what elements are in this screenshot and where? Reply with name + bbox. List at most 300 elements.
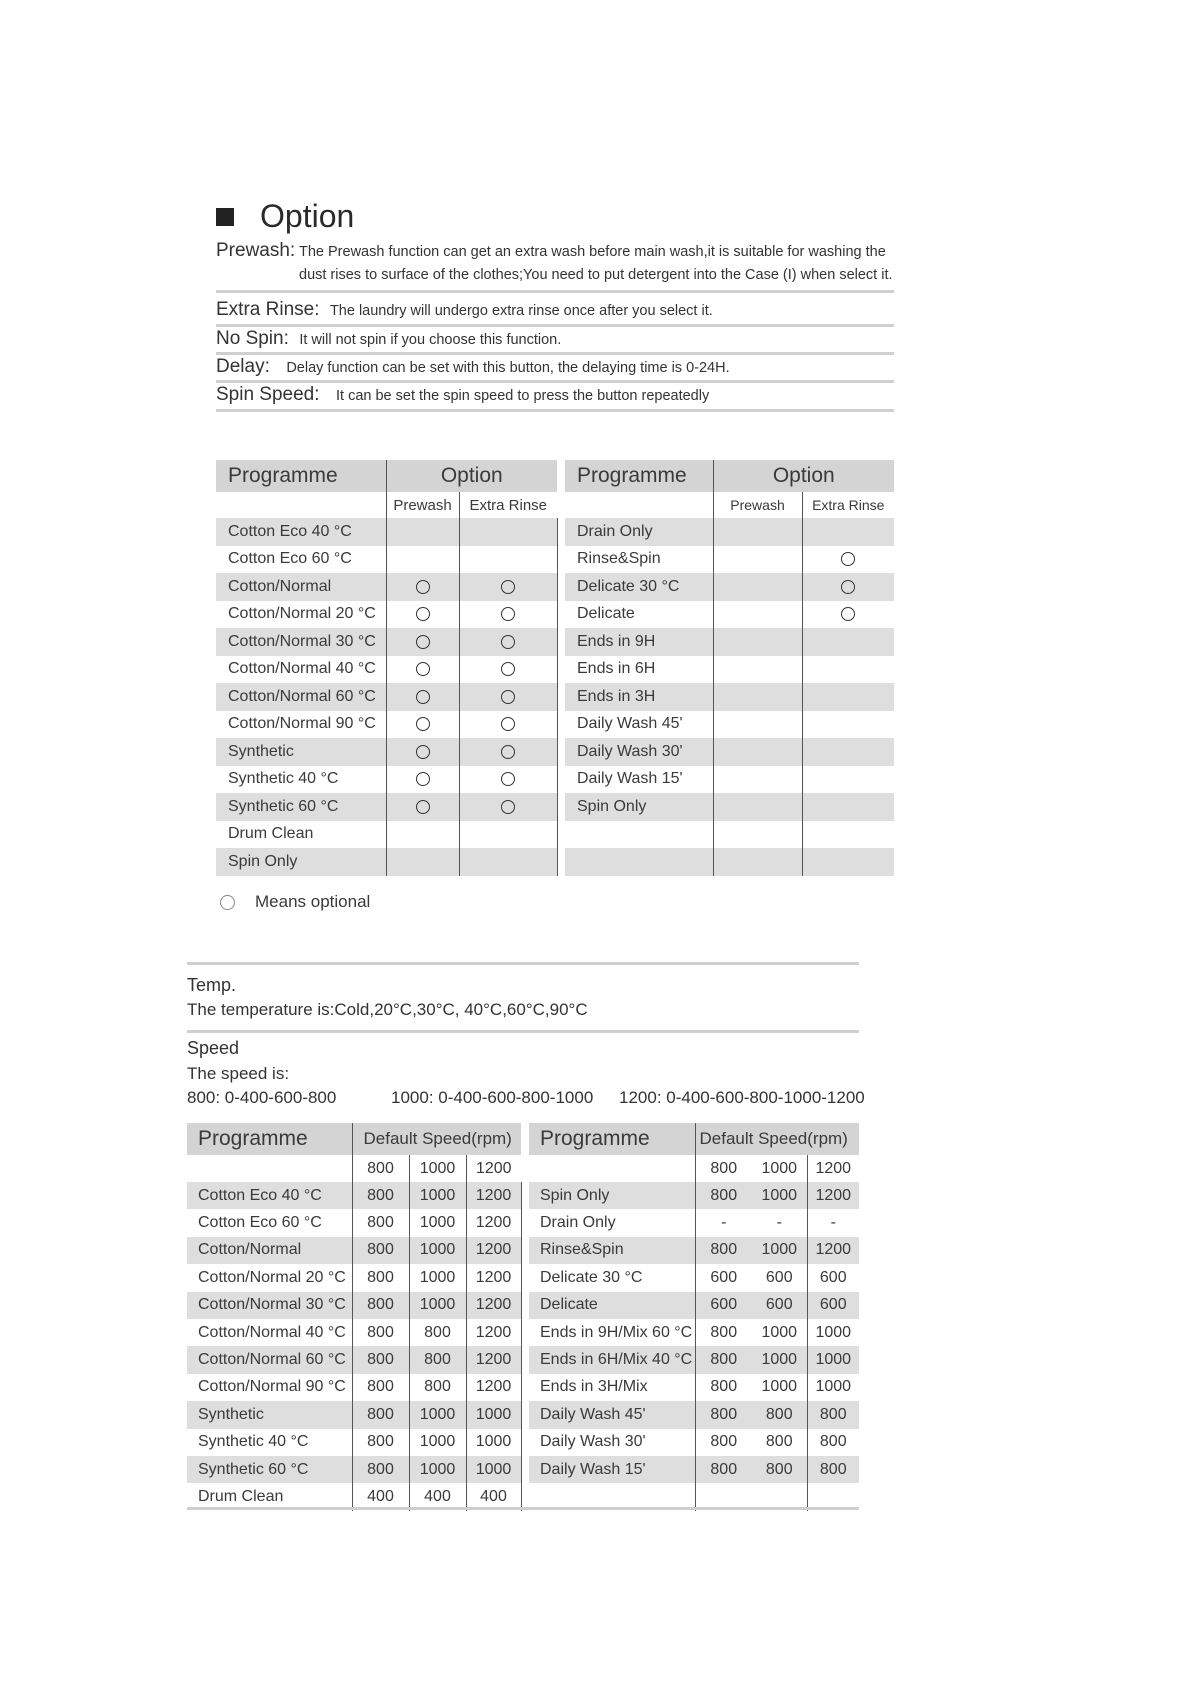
option-term: Prewash: (216, 240, 296, 261)
table-gap (521, 1456, 529, 1483)
speed-table-header (187, 1123, 859, 1155)
speed-value: 800 (352, 1429, 409, 1456)
table-gap (521, 1155, 529, 1182)
extra-rinse-cell (802, 573, 894, 601)
prewash-cell (386, 656, 459, 684)
programme-name: Cotton Eco 40 °C (187, 1182, 352, 1209)
prewash-cell (713, 711, 802, 739)
table-gap (557, 601, 565, 629)
option-term: Delay: (216, 356, 270, 377)
option-spin-speed (216, 384, 894, 412)
option-delay (216, 356, 894, 383)
extra-rinse-cell (802, 711, 894, 739)
extra-rinse-cell (802, 821, 894, 849)
programme-name: Synthetic 60 °C (216, 793, 386, 821)
speed-value: 600 (695, 1264, 752, 1291)
extra-rinse-cell (802, 656, 894, 684)
table-gap (521, 1264, 529, 1291)
speed-value: 1200 (466, 1319, 521, 1346)
prewash-cell (386, 793, 459, 821)
speed-value: 1200 (807, 1237, 859, 1264)
extra-rinse-cell (802, 518, 894, 546)
speed-value: 800 (352, 1374, 409, 1401)
speed-table-subheader (187, 1155, 859, 1182)
speed-value: 800 (352, 1237, 409, 1264)
col-1200: 1200 (807, 1155, 859, 1182)
speed-value: 1000 (409, 1429, 466, 1456)
programme-name: Ends in 3H/Mix (540, 1378, 648, 1396)
speed-value: 1000 (409, 1264, 466, 1291)
programme-name: Daily Wash 30' (540, 1433, 646, 1451)
speed-800: 800: 0-400-600-800 (187, 1088, 337, 1107)
extra-rinse-cell (802, 628, 894, 656)
table-row (187, 1456, 859, 1483)
extra-rinse-cell (802, 683, 894, 711)
programme-name: Cotton/Normal 90 °C (228, 715, 376, 733)
programme-name: Rinse&Spin (529, 1237, 695, 1264)
table-row (187, 1182, 859, 1209)
optional-circle-icon (501, 745, 515, 759)
programme-name: Drain Only (540, 1214, 616, 1232)
programme-name: Synthetic 60 °C (187, 1456, 352, 1483)
speed-value: - (776, 1214, 782, 1232)
speed-value: 800 (409, 1319, 466, 1346)
option-desc-2: dust rises to surface of the clothes;You need to put detergent into the Case (I) when select it. (299, 267, 893, 283)
divider (187, 1507, 859, 1510)
table-row (216, 683, 894, 711)
option-header: Option (713, 460, 894, 492)
extra-rinse-cell (802, 601, 894, 629)
speed-value: 800 (352, 1319, 409, 1346)
speed-value: 1000 (752, 1182, 807, 1209)
speed-value: 1200 (466, 1346, 521, 1373)
programme-name: Drain Only (565, 518, 713, 546)
speed-value: 1000 (409, 1209, 466, 1236)
prewash-cell (713, 738, 802, 766)
option-desc: It will not spin if you choose this function. (299, 332, 562, 348)
table-row (187, 1374, 859, 1401)
prewash-cell (386, 601, 459, 629)
table-gap (521, 1123, 529, 1155)
prewash-cell (386, 738, 459, 766)
option-extra-rinse (216, 299, 894, 327)
prewash-cell (386, 573, 459, 601)
extra-rinse-cell (459, 573, 557, 601)
extra-rinse-cell (459, 711, 557, 739)
speed-value: 800 (695, 1346, 752, 1373)
col-800: 800 (695, 1155, 752, 1182)
speed-value: 800 (352, 1401, 409, 1428)
extra-rinse-cell (459, 848, 557, 876)
programme-name (565, 848, 713, 876)
speed-value: 1000 (466, 1456, 521, 1483)
speed-value: 1200 (466, 1182, 521, 1209)
programme-header: Programme (565, 460, 713, 492)
speed-value: - (807, 1209, 859, 1236)
table-row (216, 738, 894, 766)
speed-value: 800 (352, 1209, 409, 1236)
optional-circle-icon (501, 717, 515, 731)
bullet-square-icon (216, 208, 234, 226)
speed-value: 1000 (752, 1237, 807, 1264)
extra-rinse-cell (802, 546, 894, 574)
speed-title: Speed (187, 1038, 240, 1058)
optional-circle-icon (501, 800, 515, 814)
speed-value: 600 (807, 1264, 859, 1291)
prewash-cell (713, 766, 802, 794)
speed-value: 600 (765, 1268, 793, 1286)
programme-name: Cotton/Normal 30 °C (216, 628, 386, 656)
col-1000: 1000 (409, 1155, 466, 1182)
option-desc: The laundry will undergo extra rinse once after you select it. (329, 303, 713, 319)
table-gap (521, 1237, 529, 1264)
empty-cell (187, 1155, 352, 1182)
prewash-cell (386, 821, 459, 849)
empty-cell (565, 492, 713, 518)
speed-value: 800 (752, 1401, 807, 1428)
temp-text: The temperature is:Cold,20°C,30°C, 40°C,60°C,90°C (187, 1000, 588, 1019)
speed-value: 800 (765, 1433, 793, 1451)
speed-value: 800 (695, 1319, 752, 1346)
speed-value: 1200 (466, 1374, 521, 1401)
section-title (216, 198, 354, 235)
programme-name: Spin Only (216, 848, 386, 876)
speed-value: 1000 (409, 1237, 466, 1264)
speed-value: 400 (466, 1483, 521, 1510)
prewash-cell (713, 683, 802, 711)
table-gap (557, 546, 565, 574)
prewash-cell (713, 573, 802, 601)
programme-name: Rinse&Spin (577, 550, 661, 568)
table-gap (557, 848, 565, 876)
default-speed-header: Default Speed(rpm) (352, 1123, 521, 1155)
option-header: Option (386, 460, 557, 492)
programme-name: Spin Only (565, 793, 713, 821)
speed-value: 400 (352, 1483, 409, 1510)
table-gap (521, 1429, 529, 1456)
table-gap (557, 738, 565, 766)
table-gap (521, 1401, 529, 1428)
programme-name: Cotton/Normal 20 °C (228, 605, 376, 623)
optional-circle-icon (501, 580, 515, 594)
speed-value: 1200 (466, 1264, 521, 1291)
table-row (216, 656, 894, 684)
option-table-subheader (216, 492, 894, 518)
optional-circle-icon (841, 552, 855, 566)
table-gap (521, 1374, 529, 1401)
table-row (187, 1264, 859, 1291)
prewash-cell (386, 766, 459, 794)
prewash-cell (386, 628, 459, 656)
speed-value: 800 (352, 1264, 409, 1291)
programme-name: Synthetic 40 °C (198, 1433, 309, 1451)
speed-value: 600 (695, 1292, 752, 1319)
speed-value: 800 (695, 1456, 752, 1483)
prewash-cell (386, 683, 459, 711)
table-gap (521, 1319, 529, 1346)
optional-circle-icon (501, 607, 515, 621)
option-desc: The Prewash function can get an extra wash before main wash,it is suitable for washing the (299, 244, 886, 260)
speed-value: 1200 (807, 1182, 859, 1209)
speed-value: 800 (807, 1401, 859, 1428)
speed-value: 800 (352, 1182, 409, 1209)
programme-name: Cotton/Normal 30 °C (187, 1292, 352, 1319)
table-gap (521, 1209, 529, 1236)
table-row (187, 1319, 859, 1346)
speed-value: 800 (752, 1456, 807, 1483)
optional-circle-icon (841, 580, 855, 594)
optional-circle-icon (416, 800, 430, 814)
programme-name: Cotton Eco 40 °C (216, 518, 386, 546)
speed-value: 1000 (409, 1182, 466, 1209)
prewash-cell (713, 821, 802, 849)
optional-circle-icon (501, 690, 515, 704)
table-row (216, 628, 894, 656)
programme-name: Cotton/Normal 60 °C (187, 1346, 352, 1373)
speed-value: 800 (807, 1429, 859, 1456)
speed-1000: 1000: 0-400-600-800-1000 (391, 1088, 594, 1107)
section-title-text: Option (260, 198, 355, 234)
table-row (216, 848, 894, 876)
speed-value: 1000 (409, 1292, 466, 1319)
optional-circle-icon (416, 662, 430, 676)
extra-rinse-cell (802, 848, 894, 876)
programme-name: Cotton/Normal 40 °C (198, 1323, 346, 1341)
programme-name: Cotton/Normal 20 °C (198, 1268, 346, 1286)
optional-circle-icon (220, 895, 235, 910)
speed-table (187, 1123, 859, 1511)
programme-name: Cotton/Normal (187, 1237, 352, 1264)
programme-name (565, 821, 713, 849)
programme-name: Daily Wash 45' (577, 715, 683, 733)
speed-value: 800 (695, 1429, 752, 1456)
optional-circle-icon (416, 690, 430, 704)
speed-value: 800 (352, 1456, 409, 1483)
prewash-cell (713, 848, 802, 876)
speed-value: 800 (409, 1374, 466, 1401)
optional-circle-icon (416, 635, 430, 649)
table-gap (521, 1346, 529, 1373)
programme-header: Programme (187, 1123, 352, 1155)
speed-value: 1000 (466, 1429, 521, 1456)
extra-rinse-cell (802, 766, 894, 794)
programme-name: Cotton Eco 60 °C (228, 550, 352, 568)
temp-title: Temp. (187, 975, 237, 995)
speed-value: 1200 (466, 1237, 521, 1264)
legend-text: Means optional (255, 892, 371, 911)
programme-name: Cotton/Normal 90 °C (198, 1378, 346, 1396)
extra-rinse-cell (459, 793, 557, 821)
table-row (216, 766, 894, 794)
extra-rinse-cell (459, 821, 557, 849)
programme-name: Delicate 30 °C (565, 573, 713, 601)
optional-circle-icon (416, 745, 430, 759)
option-term: Extra Rinse: (216, 299, 320, 320)
programme-name: Synthetic (216, 738, 386, 766)
legend (220, 892, 370, 912)
extra-rinse-cell (459, 656, 557, 684)
programme-name: Daily Wash 45' (529, 1401, 695, 1428)
empty-cell (216, 492, 386, 518)
speed-value: 1000 (761, 1378, 798, 1396)
col-1200: 1200 (466, 1155, 521, 1182)
table-row (216, 518, 894, 546)
table-row (187, 1292, 859, 1319)
speed-value: 800 (695, 1237, 752, 1264)
speed-intro: The speed is: (187, 1064, 290, 1083)
option-term: No Spin: (216, 328, 289, 349)
prewash-cell (713, 628, 802, 656)
table-row (216, 601, 894, 629)
optional-circle-icon (501, 635, 515, 649)
programme-name: Ends in 9H (565, 628, 713, 656)
programme-name: Cotton/Normal 40 °C (228, 660, 376, 678)
programme-name: Drum Clean (198, 1487, 284, 1505)
table-row (187, 1237, 859, 1264)
optional-circle-icon (416, 772, 430, 786)
table-gap (557, 821, 565, 849)
col-prewash: Prewash (386, 492, 459, 518)
programme-name: Ends in 6H (577, 660, 656, 678)
prewash-cell (713, 518, 802, 546)
prewash-cell (386, 848, 459, 876)
programme-name: Ends in 9H/Mix 60 °C (540, 1323, 693, 1341)
programme-name: Daily Wash 15' (577, 770, 683, 788)
table-row (187, 1401, 859, 1428)
default-speed-header: Default Speed(rpm) (695, 1123, 859, 1155)
table-gap (521, 1182, 529, 1209)
empty-cell (529, 1155, 695, 1182)
programme-name: Cotton Eco 60 °C (198, 1214, 322, 1232)
table-row (216, 821, 894, 849)
option-term: Spin Speed: (216, 384, 320, 405)
speed-value: 1000 (807, 1346, 859, 1373)
optional-circle-icon (501, 662, 515, 676)
programme-name: Cotton/Normal (216, 573, 386, 601)
table-row (216, 573, 894, 601)
programme-name: Ends in 3H (565, 683, 713, 711)
optional-circle-icon (841, 607, 855, 621)
speed-value: 400 (409, 1483, 466, 1510)
option-table (216, 460, 894, 876)
option-desc: It can be set the spin speed to press the button repeatedly (335, 388, 710, 404)
prewash-cell (713, 601, 802, 629)
programme-name: Ends in 6H/Mix 40 °C (529, 1346, 695, 1373)
speed-value: 600 (752, 1292, 807, 1319)
table-gap (557, 683, 565, 711)
extra-rinse-cell (459, 683, 557, 711)
table-row (216, 793, 894, 821)
table-gap (557, 518, 565, 546)
speed-value: 1200 (466, 1292, 521, 1319)
table-gap (557, 656, 565, 684)
table-gap (557, 460, 565, 492)
table-gap (521, 1292, 529, 1319)
table-gap (557, 628, 565, 656)
programme-name: Daily Wash 30' (565, 738, 713, 766)
extra-rinse-cell (459, 518, 557, 546)
table-gap (557, 711, 565, 739)
programme-name: Delicate (577, 605, 635, 623)
speed-value: 1000 (409, 1401, 466, 1428)
divider (187, 1030, 859, 1033)
prewash-cell (713, 546, 802, 574)
option-prewash (216, 240, 894, 293)
speed-value: - (695, 1209, 752, 1236)
option-desc: Delay function can be set with this button, the delaying time is 0-24H. (286, 360, 730, 376)
option-no-spin (216, 328, 894, 355)
col-extra-rinse: Extra Rinse (802, 492, 894, 518)
optional-circle-icon (416, 580, 430, 594)
prewash-cell (386, 518, 459, 546)
col-1000: 1000 (752, 1155, 807, 1182)
option-table-header (216, 460, 894, 492)
speed-value: 1000 (761, 1323, 798, 1341)
programme-name: Delicate (529, 1292, 695, 1319)
programme-name: Synthetic 40 °C (228, 770, 339, 788)
speed-value: 600 (807, 1292, 859, 1319)
programme-name: Daily Wash 15' (529, 1456, 695, 1483)
speed-value: 800 (695, 1401, 752, 1428)
table-row (216, 546, 894, 574)
programme-name: Cotton/Normal 60 °C (216, 683, 386, 711)
table-row (187, 1209, 859, 1236)
programme-header: Programme (529, 1123, 695, 1155)
optional-circle-icon (416, 607, 430, 621)
prewash-cell (386, 711, 459, 739)
programme-name: Synthetic (187, 1401, 352, 1428)
speed-value: 1000 (807, 1374, 859, 1401)
prewash-cell (713, 656, 802, 684)
extra-rinse-cell (802, 738, 894, 766)
programme-name: Delicate 30 °C (540, 1268, 643, 1286)
extra-rinse-cell (459, 738, 557, 766)
speed-1200: 1200: 0-400-600-800-1000-1200 (619, 1088, 865, 1107)
prewash-cell (386, 546, 459, 574)
speed-value: 800 (695, 1182, 752, 1209)
programme-name: Spin Only (529, 1182, 695, 1209)
optional-circle-icon (501, 772, 515, 786)
col-prewash: Prewash (713, 492, 802, 518)
speed-value: 800 (352, 1346, 409, 1373)
extra-rinse-cell (459, 546, 557, 574)
table-gap (557, 492, 565, 518)
speed-value: 1200 (466, 1209, 521, 1236)
programme-name: Drum Clean (228, 825, 314, 843)
speed-value: 1000 (752, 1346, 807, 1373)
table-row (216, 711, 894, 739)
speed-value: 800 (352, 1292, 409, 1319)
prewash-cell (713, 793, 802, 821)
col-extra-rinse: Extra Rinse (459, 492, 557, 518)
speed-value: 800 (807, 1456, 859, 1483)
extra-rinse-cell (459, 628, 557, 656)
speed-value: 1000 (466, 1401, 521, 1428)
extra-rinse-cell (459, 601, 557, 629)
table-gap (557, 573, 565, 601)
table-gap (557, 793, 565, 821)
speed-value: 800 (409, 1346, 466, 1373)
table-gap (557, 766, 565, 794)
speed-value: 1000 (409, 1456, 466, 1483)
speed-value: 1000 (807, 1319, 859, 1346)
table-row (187, 1346, 859, 1373)
optional-circle-icon (416, 717, 430, 731)
extra-rinse-cell (459, 766, 557, 794)
table-row (187, 1429, 859, 1456)
divider (187, 962, 859, 965)
programme-header: Programme (216, 460, 386, 492)
